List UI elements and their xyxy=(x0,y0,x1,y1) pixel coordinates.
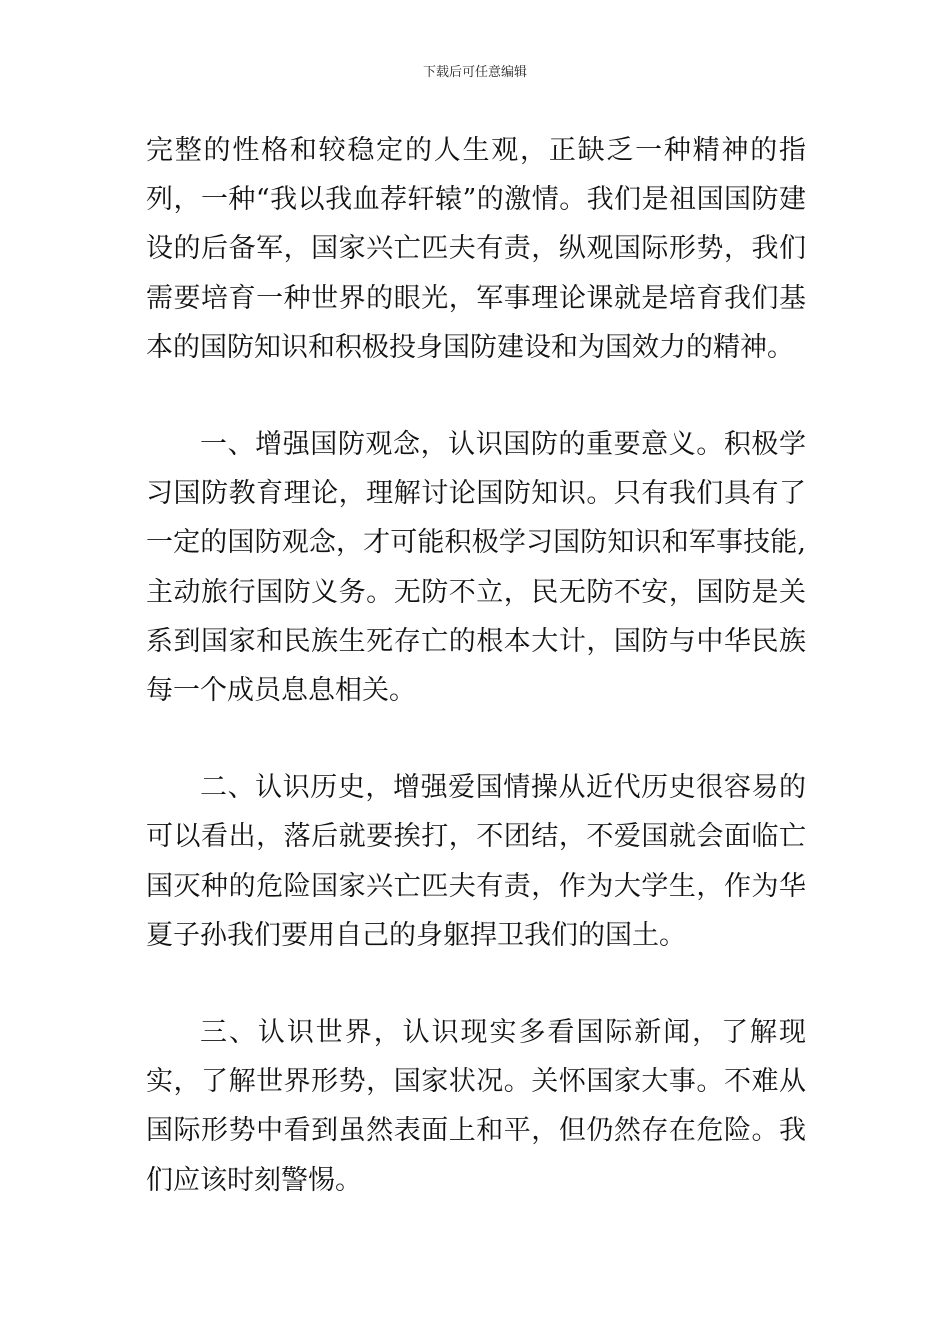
paragraph-spacer xyxy=(146,960,806,1008)
paragraph-point-one: 一、增强国防观念，认识国防的重要意义。积极学习国防教育理论，理解讨论国防知识。只有我们具有了一定的国防观念，才可能积极学习国防知识和军事技能,主动旅行国防义务。无防不立，民无防不安，国防是关系到国家和民族生死存亡的根本大计，国防与中华民族每一个成员息息相关。 xyxy=(146,429,806,707)
document-body xyxy=(146,126,806,1205)
paragraph-spacer xyxy=(146,372,806,420)
paragraph-intro: 完整的性格和较稳定的人生观，正缺乏一种精神的指列，一种“我以我血荐轩辕”的激情。我们是祖国国防建设的后备军，国家兴亡匹夫有责，纵观国际形势，我们需要培育一种世界的眼光，军事理论课就是培育我们基本的国防知识和积极投身国防建设和为国效力的精神。 xyxy=(146,135,806,363)
paragraph-point-three: 三、认识世界，认识现实多看国际新闻，了解现实，了解世界形势，国家状况。关怀国家大事。不难从国际形势中看到虽然表面上和平，但仍然存在危险。我们应该时刻警惕。 xyxy=(146,1017,806,1196)
page-header: 下载后可任意编辑 xyxy=(422,65,527,80)
paragraph-point-two: 二、认识历史，增强爱国情操从近代历史很容易的可以看出，落后就要挨打，不团结，不爱国就会面临亡国灭种的危险国家兴亡匹夫有责，作为大学生，作为华夏子孙我们要用自己的身躯捍卫我们的国土。 xyxy=(146,772,806,951)
paragraph-spacer xyxy=(146,715,806,763)
